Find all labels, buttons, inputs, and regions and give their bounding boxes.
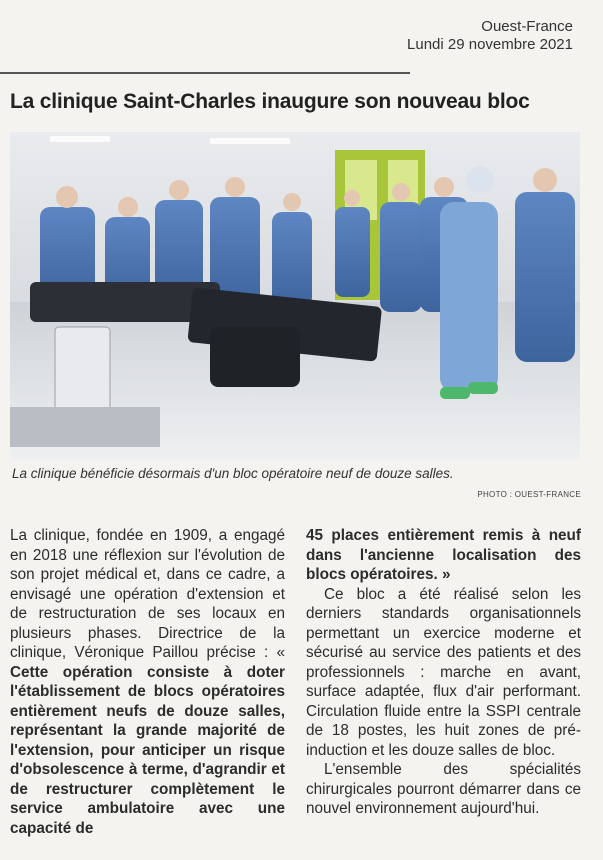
photo-credit xyxy=(477,489,581,499)
photo-credit-prefix: PHOTO : xyxy=(477,490,515,499)
article-photo xyxy=(10,132,580,460)
photo-credit-name: OUEST-FRANCE xyxy=(514,490,581,499)
paragraph-standards: Ce bloc a été réalisé selon les derniers standards organisationnels permettant un exercice moderne et sécurisé au service des patients et des professionnels : marche en avant, surface adaptée, flux d'air performant. Circulation fluide entre la SSPI centrale de 18 postes, les huit zones de pré-induction et les douze salles de bloc. xyxy=(306,585,581,759)
article-column-2 xyxy=(306,526,581,819)
paragraph-intro-text: La clinique, fondée en 1909, a engagé en 2018 une réflexion sur l'évolution de son projet médical et, dans ce cadre, a envisagé une opération d'extension et de restructuration de ses locaux en plusieurs phases. Directrice de la clinique, Véronique Paillou précise : « xyxy=(10,527,285,661)
paragraph-intro xyxy=(10,526,285,838)
quote-start: Cette opération consiste à doter l'établissement de blocs opératoires entièrement neufs de douze salles, représentant la grande majorité de l'extension, pour anticiper un risque d'obsolescence à terme, d'agrandir et de restructurer complètement le service ambulatoire avec une capacité de xyxy=(10,663,285,837)
article-headline: La clinique Saint-Charles inaugure son nouveau bloc xyxy=(10,90,530,113)
article-column-1 xyxy=(10,526,285,838)
newspaper-name: Ouest-France xyxy=(481,18,573,35)
photo-caption: La clinique bénéficie désormais d'un bloc opératoire neuf de douze salles. xyxy=(12,466,454,481)
masthead-rule xyxy=(0,72,410,74)
quote-end: 45 places entièrement remis à neuf dans l'ancienne localisation des blocs opératoires. » xyxy=(306,527,581,583)
masthead xyxy=(407,18,573,54)
publication-date: Lundi 29 novembre 2021 xyxy=(407,36,573,53)
operating-room-photo xyxy=(10,132,580,460)
paragraph-specialties: L'ensemble des spécialités chirurgicales pourront démarrer dans ce nouvel environnement aujourd'hui. xyxy=(306,761,581,817)
